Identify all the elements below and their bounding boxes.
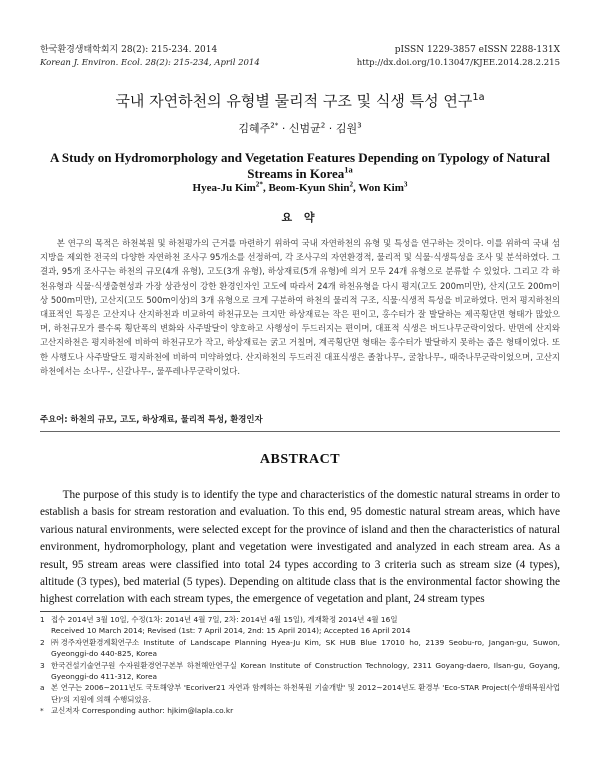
abstract-ko-heading: 요 약 bbox=[281, 211, 319, 224]
footnote bbox=[40, 637, 560, 660]
doi-link[interactable]: http://dx.doi.org/10.13047/KJEE.2014.28.2.215 bbox=[356, 58, 560, 68]
footnote-mark: 1 bbox=[40, 615, 45, 624]
footnote-mark: 3 bbox=[40, 660, 45, 670]
footnote-text: 교신저자 Corresponding author: hjkim@lapla.co.kr bbox=[51, 706, 234, 716]
footnote-mark: * bbox=[40, 706, 44, 716]
footnote bbox=[40, 625, 560, 636]
footnote bbox=[40, 682, 560, 705]
abstract-ko-body: 본 연구의 목적은 하천복원 및 하천평가의 근거를 마련하기 위하여 국내 자연하천의 유형 및 특성을 연구하는 것이다. 이를 위하여 국내 섬 지방을 제외한 전국의 다양한 자연하천 조사구 95개소를 선정하여, 각 조사구의 자연환경적, 물리적 및 식물·식생특성을 조사 및 분석하였다. 그 결과, 95개 조사구는 하천의 규모(4개 유형), 고도(3개 유형), 하상재료(5개 유형)에 의거 모두 24개 유형으로 분류할 수 있었다. 그리고 각 하천유형과 식물·식생출현성과 가장 상관성이 강한 환경인자인 고도에 따라서 24개 하천유형을 다시 평지(고도 200m미만), 산지(고도 200m이상 500m미만), 고산지(고도 500m이상)의 3개 유형으로 크게 구분하여 하천의 물리적 구조, 식물·식생적 특성을 비교하였다. 먼저 평지하천의 대표적인 특징은 고산지나 산지하천과 비교하여 하천규모는 크지만 하상재료는 작은 편이고, 홍수터가 잘 발달하는 제곡횡단면 형태가 많았으며, 하천규모가 클수록 횡단폭의 변화와 사주발달이 양호하고 사행성이 두드러지는 편이며, 대표적 식생은 버드나무군락이었다. 반면에 산지와 고산지하천은 평지하천에 비하여 하천규모가 작고, 하상재료는 굵고 거칠며, 계곡횡단면 형태는 홍수터가 발달하지 못하는 좁은 형태이었다. 또한 사행도나 사주발달도 평지하천에 비하여 미약하였다. 산지하천의 두드러진 대표식생은 졸참나무-, 굴참나무-, 때죽나무군락이었으며, 고산지하천에서는 소나무-, 신갈나무-, 물푸레나무군락이었다. bbox=[40, 238, 560, 376]
author-en-2-mark: 2 bbox=[349, 180, 354, 189]
author-sep: · bbox=[325, 122, 336, 135]
footnote-text: 본 연구는 2006~2011년도 국토해양부 'Ecoriver21 자연과 함께하는 하천복원 기술개발' 및 2012~2014년도 환경부 'Eco-STAR Project(수생태복원사업단)'의 지원에 의해 수행되었음. bbox=[51, 683, 560, 704]
journal-header bbox=[40, 44, 260, 70]
paper-title-en-text: A Study on Hydromorphology and Vegetation Features Depending on Typology of Natural Streams in Korea bbox=[50, 150, 550, 181]
author-sep: , bbox=[262, 182, 269, 194]
abstract-en-heading: ABSTRACT bbox=[259, 452, 341, 467]
authors-ko bbox=[0, 120, 600, 136]
paper-title-en bbox=[40, 150, 560, 182]
footnote-text: 접수 2014년 3월 10일, 수정(1차: 2014년 4월 7일, 2차: 2014년 4월 15일), 게재확정 2014년 4월 16일 bbox=[51, 615, 398, 624]
author-ko-2-mark: 2 bbox=[320, 120, 326, 130]
footnote-mark: a bbox=[40, 683, 45, 693]
author-en-2: Beom-Kyun Shin bbox=[268, 182, 350, 194]
keywords-label: 주요어: bbox=[40, 414, 68, 424]
paper-title-ko-text: 국내 자연하천의 유형별 물리적 구조 및 식생 특성 연구 bbox=[115, 92, 473, 110]
author-en-3-mark: 3 bbox=[403, 180, 408, 189]
author-ko-3-mark: 3 bbox=[357, 120, 362, 130]
issn: pISSN 1229-3857 eISSN 2288-131X bbox=[394, 45, 560, 55]
title-ko-footnote-mark: 1a bbox=[472, 92, 485, 103]
footnote bbox=[40, 614, 560, 625]
footnote-mark: 2 bbox=[40, 637, 45, 647]
keywords-list: 하천의 규모, 고도, 하상재료, 물리적 특성, 환경인자 bbox=[70, 414, 263, 424]
footnote-mark bbox=[40, 625, 51, 636]
abstract-en-body: The purpose of this study is to identify the type and characteristics of the domestic natural streams in order to establish a basis for stream restoration and evaluation. To this end, 95 domestic natural stream areas, which have various natural environments, were selected except for the province of island and then the characteristics of natural environment, hydromorphology, plant and vegetation were investigated and analyzed in each stream area. As a result, 95 stream areas were classified into total 24 types according to 3 criteria such as stream size (4 types), altitude (3 types), bed material (5 types). Depending on altitude class that is the environmental factor showing the highest correlation with each stream types, the emergence of vegetation and plant, 24 stream types bbox=[40, 489, 560, 606]
footnote-text: 한국건설기술연구원 수자원환경연구본부 하천해안연구실 Korean Institute of Construction Technology, 2311 Goyang-daero, Ilsan-gu, Goyang, Gyeonggi-do 411-312, Korea bbox=[51, 660, 560, 682]
author-en-1-mark: 2* bbox=[255, 180, 263, 189]
author-ko-1-mark: 2* bbox=[270, 120, 279, 130]
author-sep: · bbox=[278, 122, 289, 135]
author-en-3: Won Kim bbox=[358, 182, 404, 194]
section-divider bbox=[40, 431, 560, 432]
paper-title-ko bbox=[0, 90, 600, 111]
journal-name-ko: 한국환경생태학회지 28(2): 215-234. 2014 bbox=[40, 45, 218, 55]
doi-header bbox=[357, 44, 560, 70]
footnotes bbox=[40, 614, 560, 717]
author-en-1: Hyea-Ju Kim bbox=[192, 182, 256, 194]
footnote-text: Received 10 March 2014; Revised (1st: 7 April 2014, 2nd: 15 April 2014); Accepted 16 April 2014 bbox=[51, 626, 411, 636]
author-sep: , bbox=[353, 182, 359, 194]
authors-en bbox=[0, 182, 600, 194]
keywords bbox=[40, 413, 560, 425]
footnote-text: ㈜경주자연환경계획연구소 Institute of Landscape Planning Hyea-Ju Kim, SK HUB Blue 17010 ho, 2139 Seobu-ro, Jangan-gu, Suwon, Gyeonggi-do 440-825, Korea bbox=[51, 637, 560, 659]
title-en-footnote-mark: 1a bbox=[344, 164, 353, 175]
author-ko-2: 신범균 bbox=[288, 122, 321, 135]
footnote bbox=[40, 660, 560, 683]
footnote bbox=[40, 705, 560, 716]
author-ko-3: 김원 bbox=[335, 122, 358, 135]
journal-name-en: Korean J. Environ. Ecol. 28(2): 215-234, April 2014 bbox=[40, 58, 260, 68]
footnote-divider bbox=[40, 611, 240, 612]
author-ko-1: 김혜주 bbox=[238, 122, 271, 135]
